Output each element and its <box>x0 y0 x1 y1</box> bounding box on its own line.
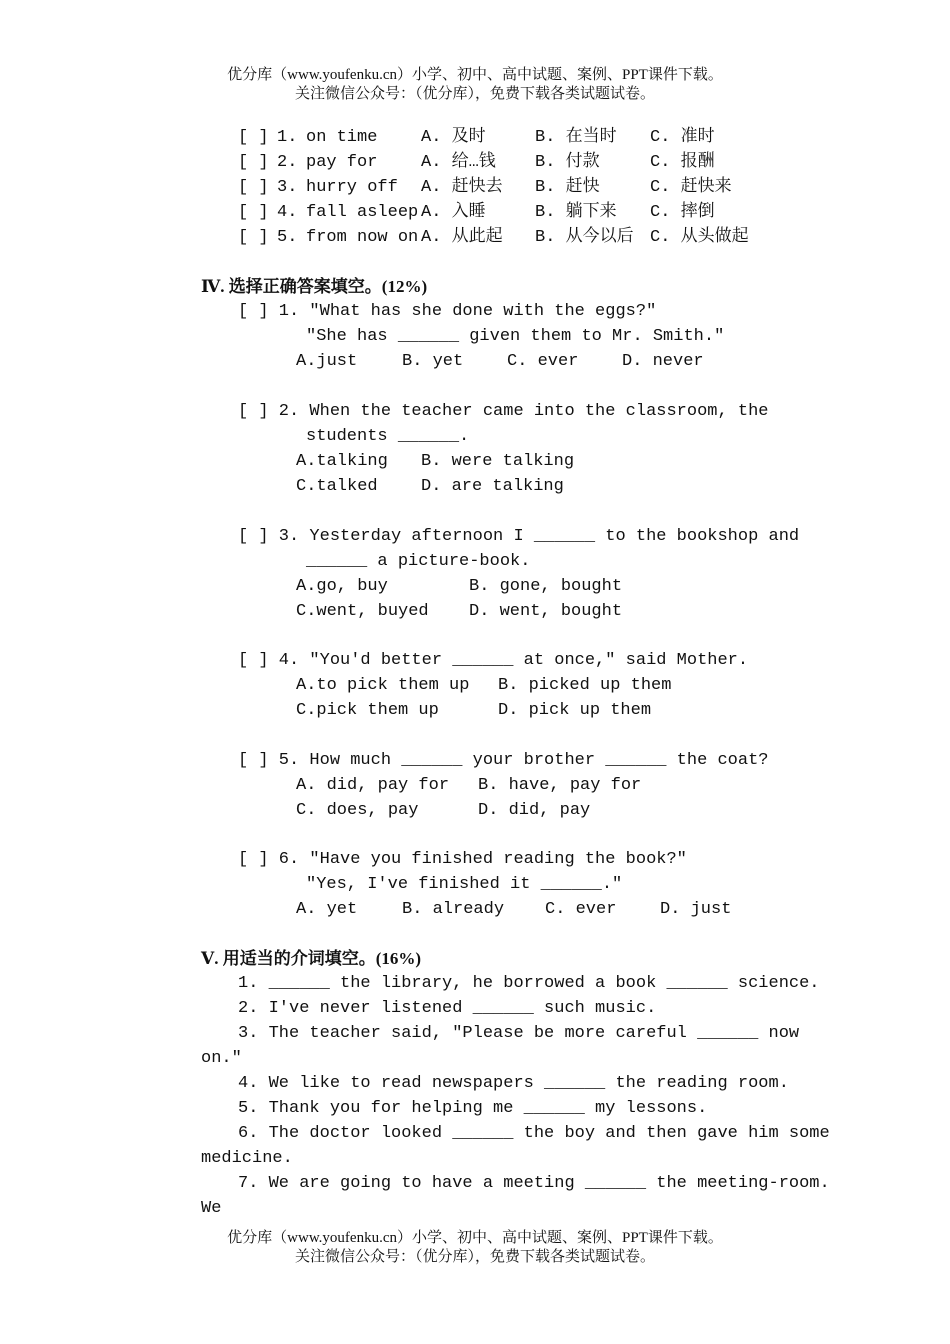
option-b: B. 在当时 <box>535 128 617 147</box>
question-1-stem-cont: "She has ______ given them to Mr. Smith." <box>306 327 725 346</box>
phrase-text: hurry off <box>306 178 398 197</box>
question-3-stem-cont: ______ a picture-book. <box>306 552 531 571</box>
fill-line-1: 1. ______ the library, he borrowed a book ______ science. <box>238 974 820 993</box>
option-b[interactable]: B. yet <box>402 352 464 371</box>
option-d[interactable]: D. went, bought <box>469 602 623 621</box>
fill-line-6: 6. The doctor looked ______ the boy and then gave him some <box>238 1124 830 1143</box>
option-b: B. 付款 <box>535 153 600 172</box>
section-5-title: Ⅴ. 用适当的介词填空。(16%) <box>201 949 422 968</box>
answer-bracket[interactable]: [ ] <box>238 228 269 247</box>
item-number: 1. <box>277 128 298 147</box>
option-a: A. 给…钱 <box>421 153 496 172</box>
option-a: A. 入睡 <box>421 203 486 222</box>
phrase-text: from now on <box>306 228 419 247</box>
option-a: A. 赶快去 <box>421 178 503 197</box>
option-c[interactable]: C. ever <box>545 900 617 919</box>
answer-bracket[interactable]: [ ] <box>238 153 269 172</box>
option-b[interactable]: B. were talking <box>421 452 575 471</box>
fill-line-3-cont: on." <box>201 1049 242 1068</box>
phrase-text: fall asleep <box>306 203 419 222</box>
option-c[interactable]: C. does, pay <box>296 801 419 820</box>
option-d[interactable]: D. pick up them <box>498 701 652 720</box>
section-4-title: Ⅳ. 选择正确答案填空。(12%) <box>201 277 428 296</box>
item-number: 2. <box>277 153 298 172</box>
option-a[interactable]: A. did, pay for <box>296 776 450 795</box>
header-line-2: 关注微信公众号：（优分库），免费下载各类试题试卷。 <box>294 86 655 102</box>
option-d[interactable]: D. never <box>622 352 704 371</box>
option-c: C. 赶快来 <box>650 178 732 197</box>
question-6-stem-cont: "Yes, I've finished it ______." <box>306 875 623 894</box>
option-c: C. 摔倒 <box>650 203 715 222</box>
answer-bracket[interactable]: [ ] <box>238 178 269 197</box>
fill-line-6-cont: medicine. <box>201 1149 293 1168</box>
header-line-1: 优分库（www.youfenku.cn）小学、初中、高中试题、案例、PPT课件下载。 <box>227 67 723 83</box>
option-c: C. 报酬 <box>650 153 715 172</box>
question-3-stem: [ ] 3. Yesterday afternoon I ______ to the bookshop and <box>238 527 800 546</box>
option-d[interactable]: D. just <box>660 900 732 919</box>
phrase-text: pay for <box>306 153 378 172</box>
fill-line-3: 3. The teacher said, "Please be more careful ______ now <box>238 1024 800 1043</box>
option-b: B. 躺下来 <box>535 203 617 222</box>
fill-line-4: 4. We like to read newspapers ______ the reading room. <box>238 1074 789 1093</box>
question-5-stem: [ ] 5. How much ______ your brother ______ the coat? <box>238 751 769 770</box>
question-2-stem: [ ] 2. When the teacher came into the classroom, the <box>238 402 769 421</box>
option-b[interactable]: B. gone, bought <box>469 577 623 596</box>
footer-line-2: 关注微信公众号：（优分库），免费下载各类试题试卷。 <box>294 1249 655 1265</box>
option-d[interactable]: D. did, pay <box>478 801 591 820</box>
option-c: C. 从头做起 <box>650 228 749 247</box>
fill-line-5: 5. Thank you for helping me ______ my lessons. <box>238 1099 708 1118</box>
option-c[interactable]: C. ever <box>507 352 579 371</box>
question-6-stem: [ ] 6. "Have you finished reading the book?" <box>238 850 687 869</box>
question-4-stem: [ ] 4. "You'd better ______ at once," said Mother. <box>238 651 749 670</box>
option-a[interactable]: A.go, buy <box>296 577 388 596</box>
option-a: A. 及时 <box>421 128 486 147</box>
option-b[interactable]: B. picked up them <box>498 676 672 695</box>
option-b: B. 从今以后 <box>535 228 634 247</box>
fill-line-7: 7. We are going to have a meeting ______ the meeting-room. <box>238 1174 830 1193</box>
option-c: C. 准时 <box>650 128 715 147</box>
fill-line-7-cont: We <box>201 1199 222 1218</box>
answer-bracket[interactable]: [ ] <box>238 203 269 222</box>
item-number: 5. <box>277 228 298 247</box>
page-footer <box>0 1229 950 1267</box>
question-1-stem: [ ] 1. "What has she done with the eggs?" <box>238 302 657 321</box>
answer-bracket[interactable]: [ ] <box>238 128 269 147</box>
footer-line-1: 优分库（www.youfenku.cn）小学、初中、高中试题、案例、PPT课件下载。 <box>227 1230 723 1246</box>
option-c[interactable]: C.talked <box>296 477 378 496</box>
option-c[interactable]: C.went, buyed <box>296 602 429 621</box>
option-b[interactable]: B. have, pay for <box>478 776 642 795</box>
fill-line-2: 2. I've never listened ______ such music. <box>238 999 657 1018</box>
option-b[interactable]: B. already <box>402 900 505 919</box>
item-number: 4. <box>277 203 298 222</box>
option-a[interactable]: A. yet <box>296 900 358 919</box>
option-c[interactable]: C.pick them up <box>296 701 439 720</box>
option-b: B. 赶快 <box>535 178 600 197</box>
option-a[interactable]: A.talking <box>296 452 388 471</box>
question-2-stem-cont: students ______. <box>306 427 470 446</box>
page-header <box>0 66 950 104</box>
option-a[interactable]: A.to pick them up <box>296 676 470 695</box>
phrase-text: on time <box>306 128 378 147</box>
option-a[interactable]: A.just <box>296 352 358 371</box>
item-number: 3. <box>277 178 298 197</box>
option-a: A. 从此起 <box>421 228 503 247</box>
option-d[interactable]: D. are talking <box>421 477 564 496</box>
